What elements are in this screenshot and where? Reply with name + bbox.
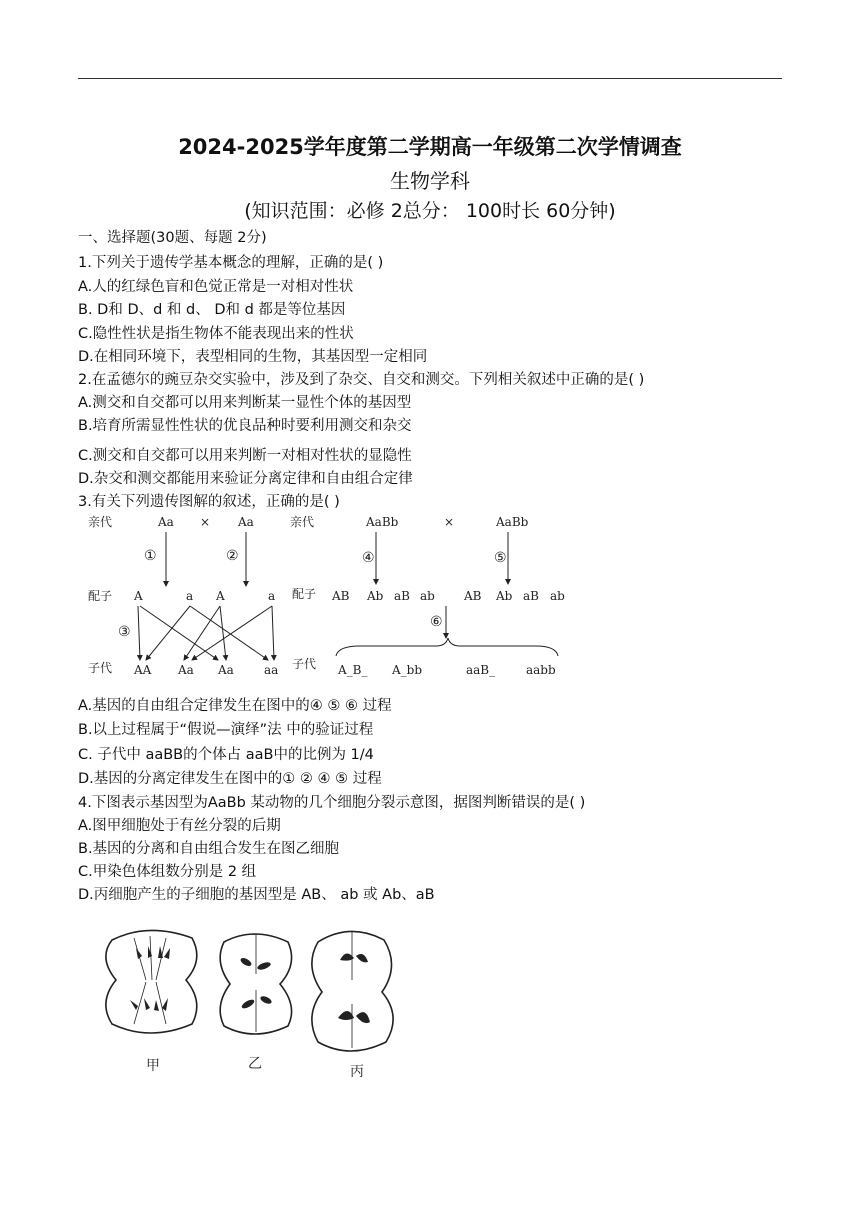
question-1-option-d: D.在相同环境下，表型相同的生物，其基因型一定相同 [78,349,428,365]
right-gamete-1-2: Ab [367,589,384,603]
arrow-A-AA [138,606,140,660]
question-1-option-c: C.隐性性状是指生物体不能表现出来的性状 [78,326,354,342]
left-offspring-3: Aa [218,663,234,677]
right-gamete-1-1: AB [332,589,350,603]
chromosome-yi-4 [259,995,272,1006]
offspring-brace [336,638,558,656]
left-offspring-1: AA [134,663,152,677]
chromosomes-jia-top [136,946,170,959]
left-gamete-4: a [268,589,276,603]
right-cross-sign: × [444,515,455,529]
left-offspring-label: 子代 [88,661,113,675]
cell-division-diagram [100,920,420,1080]
spindle-jia [134,936,166,1024]
question-1-option-b: B. D和 D、d 和 d、 D和 d 都是等位基因 [78,302,346,318]
left-gamete-2: a [186,589,194,603]
step-4-marker: ④ [362,550,375,566]
left-gamete-1: A [134,589,143,603]
left-cross-sign: × [200,515,211,529]
question-1-stem: 1.下列关于遗传学基本概念的理解，正确的是( ) [78,255,384,271]
question-1-option-a: A.人的红绿色盲和色觉正常是一对相对性状 [78,279,354,295]
right-gamete-1-3: aB [394,589,410,603]
left-parent-label: 亲代 [88,515,113,529]
question-3-stem: 3.有关下列遗传图解的叙述，正确的是( ) [78,494,340,510]
question-4-option-a: A.图甲细胞处于有丝分裂的后期 [78,818,281,834]
chromosome-yi-1 [239,956,252,967]
left-offspring-4: aa [264,663,279,677]
arrow-a-Aa [192,606,272,660]
cell-jia-outline [106,930,197,1033]
arrow-A-Aa [140,606,218,660]
chromosomes-bing-bottom [338,1011,370,1023]
right-offspring-2: A_bb [392,663,423,677]
arrow-A-Aa-3 [220,606,226,660]
question-3-option-b: B.以上过程属于“假说—演绎”法 中的验证过程 [78,722,374,738]
header-rule [78,78,782,79]
arrow-a-aa-2 [272,606,274,660]
question-2-option-c: C.测交和自交都可以用来判断一对相对性状的显隐性 [78,448,412,464]
cell-bing-outline [312,931,393,1051]
right-gamete-2-2: Ab [496,589,513,603]
genetic-cross-diagram [80,510,570,685]
question-3-option-a: A.基因的自由组合定律发生在图中的④ ⑤ ⑥ 过程 [78,698,392,714]
cell-label-bing: 丙 [350,1064,364,1080]
right-offspring-1: A_B_ [338,663,368,677]
right-offspring-label: 子代 [292,657,317,671]
question-2-stem: 2.在孟德尔的豌豆杂交实验中，涉及到了杂交、自交和测交。下列相关叙述中正确的是( ) [78,372,645,388]
right-parent-2: AaBb [496,515,529,529]
left-offspring-2: Aa [178,663,194,677]
question-2-option-b: B.培育所需显性性状的优良品种时要利用测交和杂交 [78,418,412,434]
left-parent-2: Aa [238,515,254,529]
right-parent-label: 亲代 [290,515,315,529]
chromosomes-bing-top [340,953,368,962]
cell-label-jia: 甲 [146,1058,160,1074]
chromosome-yi-2 [256,961,271,971]
left-parent-1: Aa [158,515,174,529]
question-3-option-d: D.基因的分离定律发生在图中的① ② ④ ⑤ 过程 [78,771,382,787]
question-4-option-b: B.基因的分离和自由组合发生在图乙细胞 [78,841,340,857]
subject-title: 生物学科 [390,169,470,193]
question-4-option-d: D.丙细胞产生的子细胞的基因型是 AB、 ab 或 Ab、aB [78,887,435,903]
exam-title: 2024-2025学年度第二学期高一年级第二次学情调查 [178,135,682,159]
question-4-option-c: C.甲染色体组数分别是 2 组 [78,864,257,880]
right-gamete-2-1: AB [464,589,482,603]
exam-scope: (知识范围：必修 2总分： 100时长 60分钟) [244,200,616,222]
arrow-a-AA [146,606,190,660]
question-4-stem: 4.下图表示基因型为AaBb 某动物的几个细胞分裂示意图，据图判断错误的是( ) [78,795,586,811]
right-gamete-2-3: aB [523,589,539,603]
right-gamete-1-4: ab [420,589,435,603]
right-offspring-4: aabb [526,663,556,677]
chromosome-yi-3 [240,998,255,1010]
step-3-marker: ③ [118,624,131,640]
section-heading: 一、选择题(30题、每题 2分) [78,230,267,246]
step-5-marker: ⑤ [494,550,507,566]
right-gamete-label: 配子 [292,587,317,601]
step-6-marker: ⑥ [430,614,443,630]
right-offspring-3: aaB_ [466,663,496,677]
question-3-option-c: C. 子代中 aaBB的个体占 aaB中的比例为 1/4 [78,747,374,763]
question-2-option-d: D.杂交和测交都能用来验证分离定律和自由组合定律 [78,471,413,487]
step-1-marker: ① [144,548,157,564]
question-2-option-a: A.测交和自交都可以用来判断某一显性个体的基因型 [78,395,412,411]
left-gamete-label: 配子 [88,589,113,603]
cell-label-yi: 乙 [248,1056,262,1072]
right-gamete-2-4: ab [550,589,565,603]
step-2-marker: ② [226,548,239,564]
right-parent-1: AaBb [366,515,399,529]
left-gamete-3: A [216,589,225,603]
